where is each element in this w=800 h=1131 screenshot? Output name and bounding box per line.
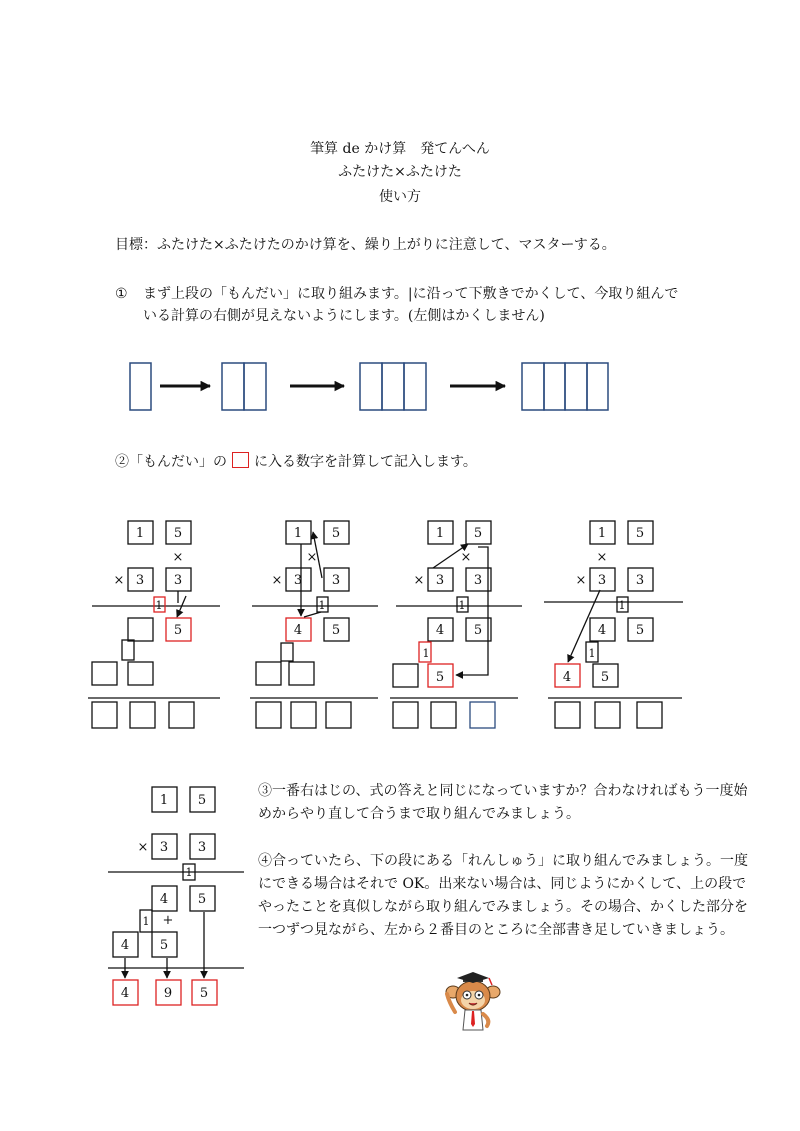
answer-tens: 9 [163,986,173,1001]
answer-hundreds: 4 [120,986,130,1001]
multiplier-tens: 3 [597,573,607,588]
strip-4c [565,363,587,410]
partial-tens: 4 [159,892,169,907]
times-sign: × [306,550,318,565]
strip-3a [360,363,382,410]
top-digit-tens: 1 [293,526,303,541]
goal-text: 目標：ふたけた×ふたけたのかけ算を、繰り上がりに注意して、マスターする。 [115,237,616,253]
second-row-tens: 4 [562,670,572,685]
stage-3 [390,521,522,728]
partial-tens: 4 [293,623,303,638]
multiplier-ones: 3 [197,840,207,855]
carry-digit: 1 [588,647,596,660]
strip-4b [544,363,565,410]
strip-3b [382,363,404,410]
stage-1 [88,521,220,728]
top-digit-ones: 5 [331,526,341,541]
multiplier-ones: 3 [473,573,483,588]
step-1-line-2: いる計算の右側が見えないようにします。(左側はかくしません) [143,308,545,324]
step-1-number: ① [115,286,128,302]
multiplier-tens: 3 [135,573,145,588]
carry-digit: 1 [185,866,193,879]
strip-4d [587,363,608,410]
multiplier-ones: 3 [331,573,341,588]
partial-ones: 5 [473,623,483,638]
monkey-professor-icon [446,972,500,1030]
partial-tens: 4 [597,623,607,638]
times-sign: × [460,550,472,565]
top-digit-ones: 5 [197,793,207,808]
title-line-3: 使い方 [379,189,421,205]
stage-4 [544,521,683,728]
top-digit-ones: 5 [473,526,483,541]
answer-ones: 5 [199,986,209,1001]
carry-digit: 1 [142,915,150,928]
times-sign: × [137,840,149,855]
step-3-line-1: ③一番右はじの、式の答えと同じになっていますか？合わなければもう一度始 [258,783,748,799]
step-4-line-3: やったことを真似しながら取り組んでみましょう。その場合、かくした部分を [258,899,748,915]
carry-digit: 1 [155,599,163,612]
partial-tens: 4 [435,623,445,638]
top-digit-tens: 1 [597,526,607,541]
plus-sign: + [162,913,174,928]
carry-digit: 1 [618,599,626,612]
ones-result: 5 [173,623,183,638]
multiplier-tens: 3 [159,840,169,855]
title-line-2: ふたけた×ふたけた [338,164,462,180]
multiplier-ones: 3 [173,573,183,588]
multiplier-ones: 3 [635,573,645,588]
step-3-line-2: めからやり直して合うまで取り組んでみましょう。 [258,806,580,822]
top-digit-tens: 1 [159,793,169,808]
multiplier-tens: 3 [435,573,445,588]
second-row-ones: 5 [159,938,169,953]
second-row-ones: 5 [600,670,610,685]
strip-1 [130,363,151,410]
strip-2a [222,363,244,410]
step-4-line-4: 一つずつ見ながら、左から２番目のところに全部書き足していきましょう。 [258,922,734,938]
step-1-line-1: まず上段の「もんだい」に取り組みます。|に沿って下敷きでかくして、今取り組んで [143,286,679,302]
second-row-tens: 4 [120,938,130,953]
strip-2b [244,363,266,410]
carry-digit: 1 [458,599,466,612]
step-4-line-2: にできる場合はそれで OK。出来ない場合は、同じようにかくして、上の段で [258,876,747,892]
strip-4a [522,363,544,410]
times-sign: × [271,573,283,588]
top-digit-tens: 1 [435,526,445,541]
times-sign: × [596,550,608,565]
strip-3c [404,363,426,410]
second-row-ones: 5 [435,670,445,685]
step-2-before: ②「もんだい」の [115,454,227,470]
multiplier-tens: 3 [293,573,303,588]
step-4-line-1: ④合っていたら、下の段にある「れんしゅう」に取り組んでみましょう。一度 [258,853,748,869]
top-digit-tens: 1 [135,526,145,541]
carry-digit: 1 [318,599,326,612]
carry-digit: 1 [422,647,430,660]
top-digit-ones: 5 [635,526,645,541]
times-sign: × [413,573,425,588]
times-sign: × [113,573,125,588]
title-line-1: 筆算 de かけ算 発てんへん [310,141,490,157]
partial-ones: 5 [197,892,207,907]
partial-ones: 5 [331,623,341,638]
partial-ones: 5 [635,623,645,638]
times-sign: × [575,573,587,588]
final-example [108,787,244,1005]
times-sign: × [172,550,184,565]
step-2-after: に入る数字を計算して記入します。 [254,454,477,470]
top-digit-ones: 5 [173,526,183,541]
